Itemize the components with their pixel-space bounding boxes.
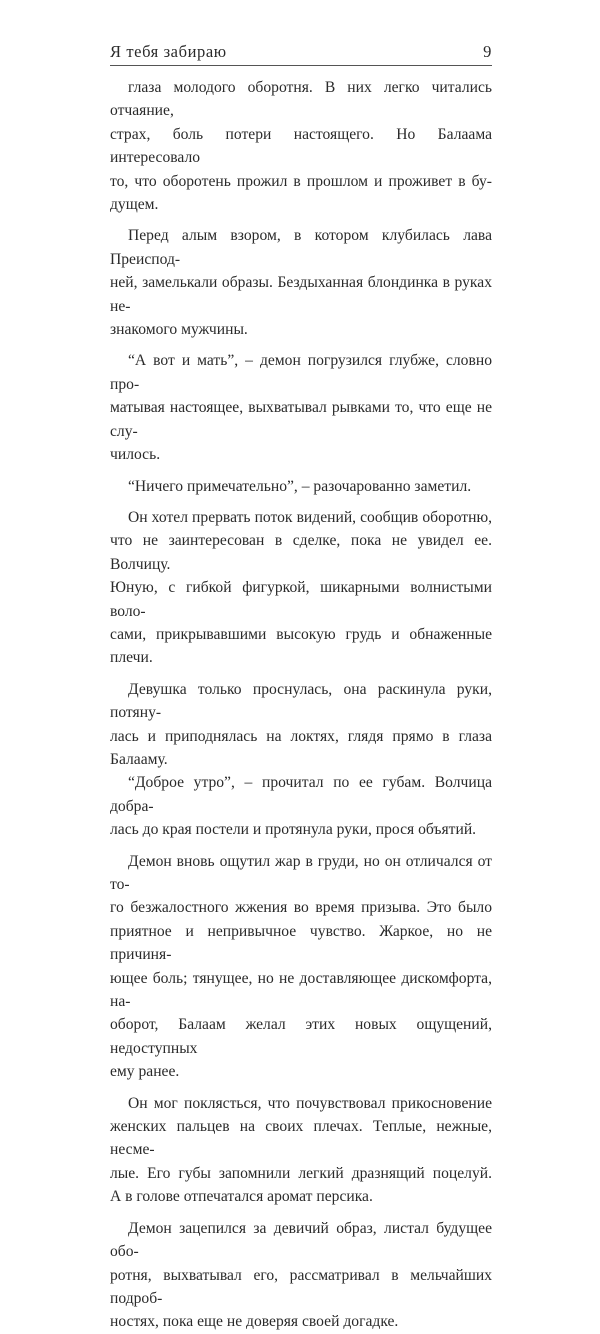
paragraph (110, 224, 492, 341)
text-line: ротня, выхватывал его, рассматривал в мельчайших подроб- (110, 1266, 492, 1307)
paragraph (110, 1217, 492, 1334)
page-number: 9 (483, 42, 492, 61)
text-line: матывая настоящее, выхватывал рывками то, что еще не слу- (110, 399, 492, 440)
body-text (110, 76, 492, 1334)
text-line: Демон вновь ощутил жар в груди, но он отличался от то- (110, 852, 492, 893)
text-line: знакомого мужчины. (110, 321, 248, 339)
text-line: “Ничего примечательно”, – разочарованно заметил. (128, 477, 472, 495)
text-line: страх, боль потери настоящего. Но Балаама интересовало (110, 125, 492, 167)
text-line: ему ранее. (110, 1063, 180, 1081)
text-line: чилось. (110, 446, 161, 464)
header-rule (110, 65, 492, 66)
text-line: то, что оборотень прожил в прошлом и проживет в бу- (110, 172, 492, 190)
running-head (110, 38, 492, 62)
text-line: “А вот и мать”, – демон погрузился глубже, словно про- (110, 352, 492, 393)
text-line: глаза молодого оборотня. В них легко читались отчаяние, (110, 79, 492, 120)
text-line: что не заинтересован в сделке, пока не увидел ее. Волчицу. (110, 532, 492, 573)
text-line: Юную, с гибкой фигуркой, шикарными волнистыми воло- (110, 579, 492, 620)
text-line: Он мог поклясться, что почувствовал прикосновение (128, 1094, 492, 1112)
text-line: Демон зацепился за девичий образ, листал будущее обо- (110, 1219, 492, 1261)
text-line: ней, замелькали образы. Бездыханная блондинка в руках не- (110, 274, 492, 315)
text-line: ющее боль; тянущее, но не доставляющее дискомфорта, на- (110, 969, 492, 1011)
text-line: лые. Его губы запомнили легкий дразнящий поцелуй. (110, 1164, 492, 1182)
text-line: приятное и непривычное чувство. Жаркое, но не причиня- (110, 922, 492, 964)
text-line: Девушка только проснулась, она раскинула руки, потяну- (110, 680, 492, 722)
text-line: сами, прикрывавшими высокую грудь и обнаженные плечи. (110, 625, 492, 667)
paragraph (110, 1092, 492, 1209)
paragraph (110, 349, 492, 466)
text-line: дущем. (110, 196, 159, 214)
text-line: оборот, Балаам желал этих новых ощущений, недоступных (110, 1016, 492, 1057)
text-line: лась до края постели и протянула руки, прося объятий. (110, 821, 477, 839)
text-line: Перед алым взором, в котором клубилась лава Преиспод- (110, 227, 492, 268)
text-line: лась и приподнялась на локтях, глядя прямо в глаза Балааму. (110, 727, 492, 768)
paragraph (110, 76, 492, 216)
text-line: А в голове отпечатался аромат персика. (110, 1188, 373, 1206)
text-line: “Доброе утро”, – прочитал по ее губам. Волчица добра- (110, 774, 492, 815)
paragraph (110, 475, 492, 498)
paragraph (110, 850, 492, 1084)
text-line: Он хотел прервать поток видений, сообщив оборотню, (128, 508, 492, 526)
text-line: женских пальцев на своих плечах. Теплые, нежные, несме- (110, 1118, 492, 1159)
paragraph (110, 678, 492, 772)
text-line: го безжалостного жжения во время призыва. Это было (110, 899, 492, 917)
text-line: ностях, пока еще не доверяя своей догадке. (110, 1313, 399, 1331)
paragraph (110, 506, 492, 670)
running-title: Я тебя забираю (110, 42, 227, 61)
paragraph (110, 771, 492, 841)
